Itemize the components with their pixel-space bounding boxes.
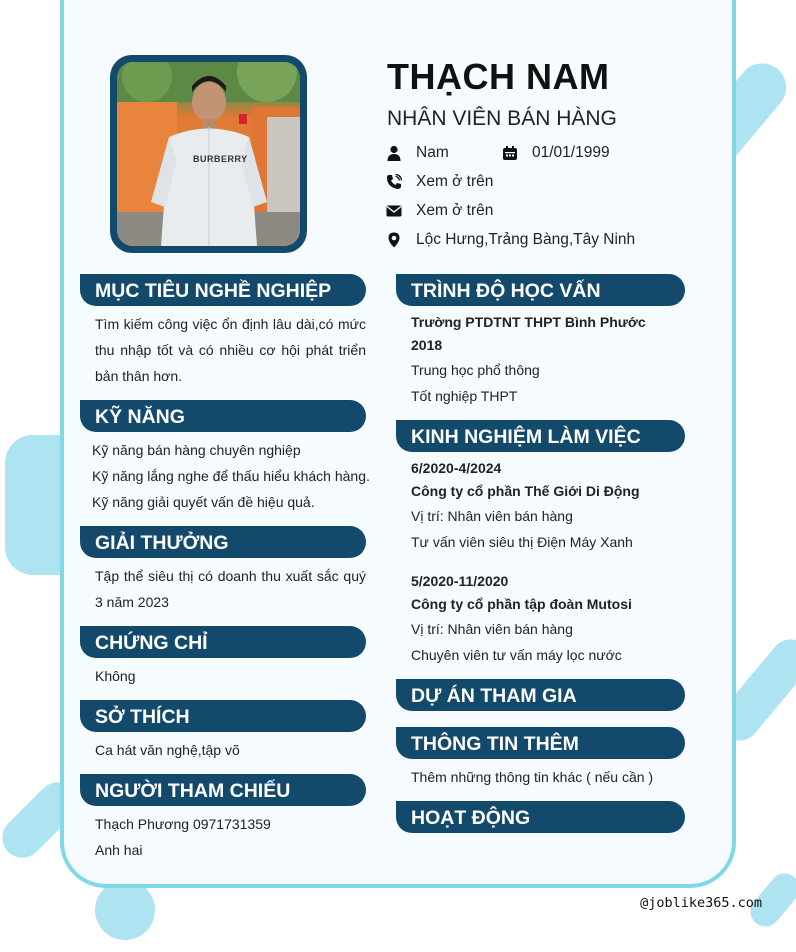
user-icon [386,145,402,161]
job-position: Vị trí: Nhân viên bán hàng [411,621,573,637]
dob-value: 01/01/1999 [532,144,610,161]
profile-photo [117,62,300,246]
job-detail: Tư vấn viên siêu thị Điện Máy Xanh [411,534,633,550]
awards-text: Tập thể siêu thị có doanh thu xuất sắc quý 3 năm 2023 [95,568,366,610]
profile-photo-frame [110,55,307,253]
reference-relation: Anh hai [95,842,143,858]
certificates-heading: CHỨNG CHỈ [80,626,366,658]
address-row [386,231,635,249]
candidate-name: THẠCH NAM [387,56,610,97]
education-result: Tốt nghiệp THPT [411,388,518,404]
skill-item: Kỹ năng bán hàng chuyên nghiệp [92,442,301,458]
watermark-text: @joblike365.com [640,895,762,911]
extra-info-text: Thêm những thông tin khác ( nếu cần ) [411,769,654,785]
objective-heading: MỤC TIÊU NGHỀ NGHIỆP [80,274,366,306]
job-detail: Chuyên viên tư vấn máy lọc nước [411,647,622,663]
phone-icon [386,174,402,190]
job-period: 5/2020-11/2020 [411,573,509,589]
gender-value: Nam [416,144,449,161]
candidate-title: NHÂN VIÊN BÁN HÀNG [387,107,617,130]
job-company: Công ty cổ phần Thế Giới Di Động [411,483,640,499]
hobbies-text: Ca hát văn nghệ,tập võ [95,742,240,758]
job-period: 6/2020-4/2024 [411,460,502,476]
extra-info-heading: THÔNG TIN THÊM [396,727,685,759]
job-company: Công ty cổ phần tập đoàn Mutosi [411,596,632,612]
gender-row [386,144,449,162]
job-position: Vị trí: Nhân viên bán hàng [411,508,573,524]
skill-item: Kỹ năng giải quyết vấn đề hiệu quả. [92,494,315,510]
projects-heading: DỰ ÁN THAM GIA [396,679,685,711]
phone-row [386,173,493,191]
education-level: Trung học phổ thông [411,362,540,378]
reference-contact: Thạch Phương 0971731359 [95,816,271,832]
background-stripe-left [5,435,63,575]
objective-text: Tìm kiếm công việc ổn định lâu dài,có mức thu nhập tốt và có nhiều cơ hội phát triển bản thân hơn. [95,316,366,384]
certificates-text: Không [95,668,136,684]
location-pin-icon [386,232,402,248]
skill-item: Kỹ năng lắng nghe để thấu hiểu khách hàng. [92,468,370,484]
education-heading: TRÌNH ĐỘ HỌC VẤN [396,274,685,306]
hobbies-heading: SỞ THÍCH [80,700,366,732]
phone-value: Xem ở trên [416,173,494,190]
education-year: 2018 [411,337,443,353]
dob-row [502,144,610,162]
education-school: Trường PTDTNT THPT Bình Phước [411,314,646,330]
calendar-icon [502,145,518,161]
email-value: Xem ở trên [416,202,494,219]
experience-heading: KINH NGHIỆM LÀM VIỆC [396,420,685,452]
shirt-brand-text: BURBERRY [193,154,248,164]
envelope-icon [386,203,402,219]
awards-heading: GIẢI THƯỞNG [80,526,366,558]
references-heading: NGƯỜI THAM CHIẾU [80,774,366,806]
address-value: Lộc Hưng,Trảng Bàng,Tây Ninh [416,231,636,248]
email-row [386,202,493,220]
activities-heading: HOẠT ĐỘNG [396,801,685,833]
skills-heading: KỸ NĂNG [80,400,366,432]
